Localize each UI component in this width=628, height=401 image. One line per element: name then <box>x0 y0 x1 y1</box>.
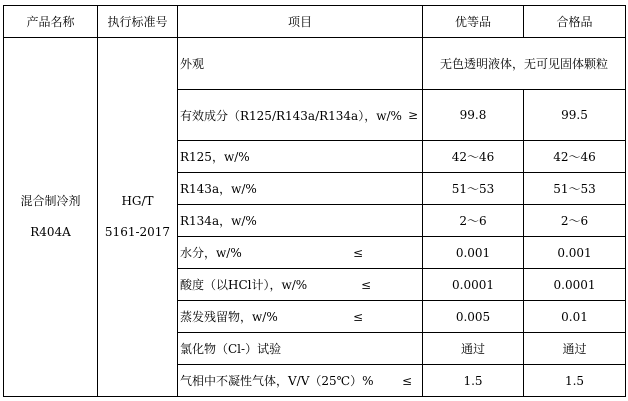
item-evaporation-residue <box>178 301 423 333</box>
qualified-value: 0.01 <box>524 301 626 333</box>
item-label: R125，w/% <box>180 150 250 164</box>
header-product-name: 产品名称 <box>4 6 98 38</box>
item-active-content <box>178 90 423 141</box>
appearance-requirement: 无色透明液体，无可见固体颗粒 <box>423 38 626 90</box>
qualified-value: 2～6 <box>524 205 626 237</box>
qualified-value: 1.5 <box>524 365 626 397</box>
superior-value: 0.005 <box>423 301 524 333</box>
item-r143a <box>178 173 423 205</box>
superior-value: 42～46 <box>423 141 524 173</box>
header-qualified: 合格品 <box>524 6 626 38</box>
operator-symbol: ≥ <box>408 108 419 122</box>
operator-symbol: ≤ <box>353 309 364 324</box>
qualified-value: 99.5 <box>524 90 626 141</box>
item-moisture <box>178 237 423 269</box>
item-appearance <box>178 38 423 90</box>
item-label: 气相中不凝性气体，V/V（25℃）% <box>180 374 374 388</box>
page-mark <box>88 396 92 397</box>
table-row <box>4 38 626 90</box>
item-acidity <box>178 269 423 301</box>
superior-value: 2～6 <box>423 205 524 237</box>
header-superior: 优等品 <box>423 6 524 38</box>
operator-symbol: ≤ <box>402 373 413 388</box>
superior-value: 通过 <box>423 333 524 365</box>
qualified-value: 0.0001 <box>524 269 626 301</box>
item-label: 蒸发残留物，w/% <box>180 310 278 324</box>
header-standard-no: 执行标准号 <box>98 6 178 38</box>
item-label: R134a，w/% <box>180 214 257 228</box>
item-r125 <box>178 141 423 173</box>
item-label: 水分，w/% <box>180 246 242 260</box>
item-noncondensable-gas <box>178 365 423 397</box>
standard-line-2: 5161-2017 <box>104 225 171 239</box>
item-label: R143a，w/% <box>180 182 257 196</box>
superior-value: 99.8 <box>423 90 524 141</box>
standard-cell <box>98 38 178 397</box>
item-r134a <box>178 205 423 237</box>
standard-line-1: HG/T <box>121 193 154 208</box>
item-label: 酸度（以HCl计），w/% <box>180 278 308 292</box>
spec-table <box>3 5 626 397</box>
superior-value: 0.001 <box>423 237 524 269</box>
qualified-value: 42～46 <box>524 141 626 173</box>
item-label: 外观 <box>180 57 205 71</box>
superior-value: 0.0001 <box>423 269 524 301</box>
qualified-value: 51～53 <box>524 173 626 205</box>
qualified-value: 0.001 <box>524 237 626 269</box>
superior-value: 51～53 <box>423 173 524 205</box>
header-row <box>4 6 626 38</box>
product-name: 混合制冷剂 <box>20 193 81 208</box>
qualified-value: 通过 <box>524 333 626 365</box>
product-cell <box>4 38 98 397</box>
superior-value: 1.5 <box>423 365 524 397</box>
operator-symbol: ≤ <box>353 245 364 260</box>
item-label: 有效成分（R125/R143a/R134a），w/% <box>180 108 402 123</box>
operator-symbol: ≤ <box>361 277 372 292</box>
header-item: 项目 <box>178 6 423 38</box>
product-code: R404A <box>30 225 71 239</box>
item-label: 氯化物（Cl-）试验 <box>180 342 282 356</box>
item-chloride-test <box>178 333 423 365</box>
